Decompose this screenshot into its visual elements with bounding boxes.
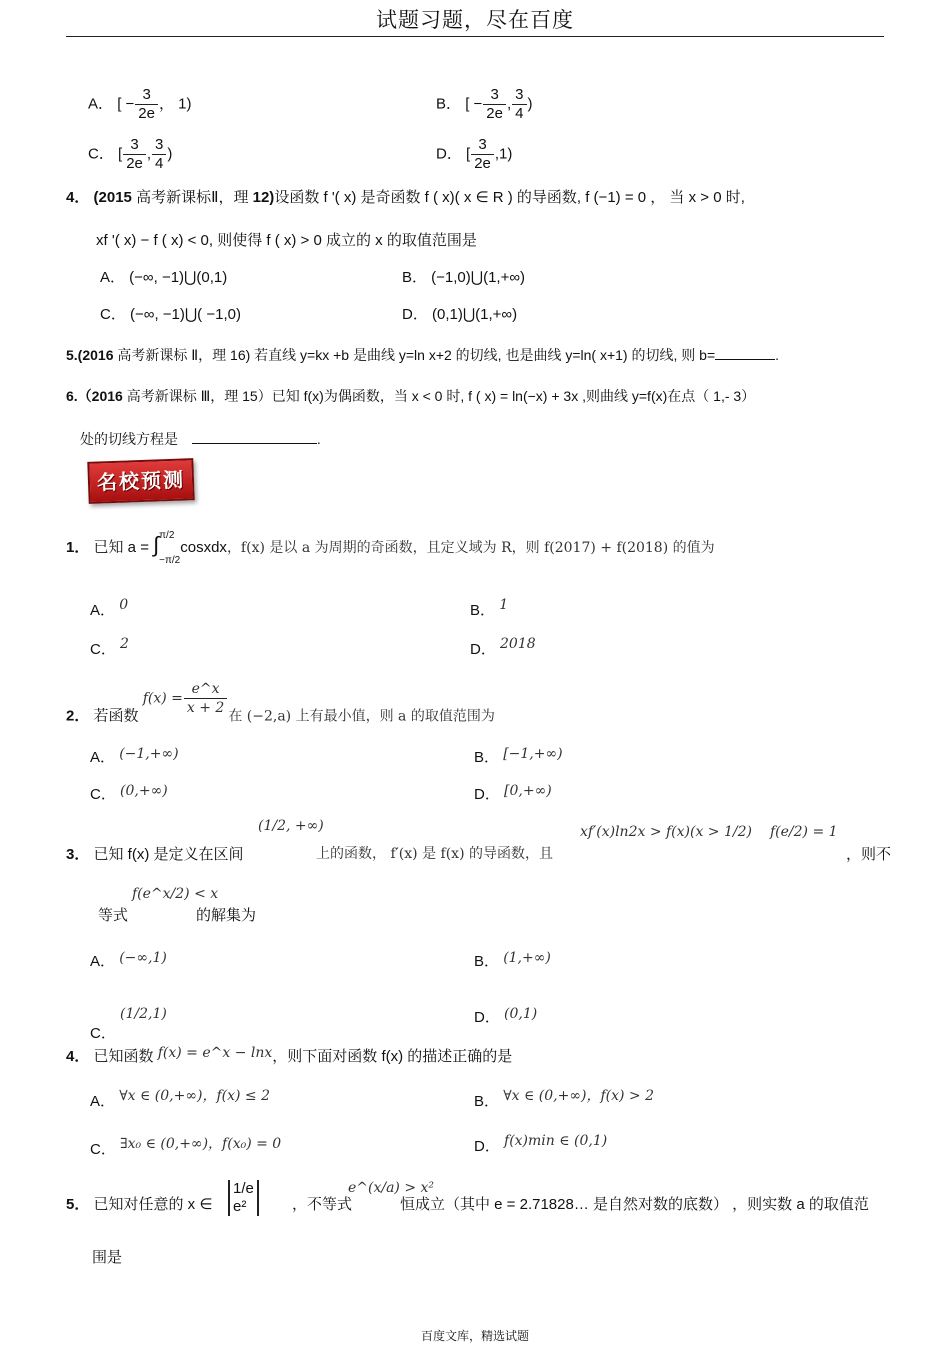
p2-option-d: D． [0,+∞) [474,783,552,803]
condition-2: f(e/2) = 1 [770,824,838,840]
prediction-3-tail: ，则不 [846,846,892,863]
section-badge: 名校预测 [87,458,194,504]
option-label: B． [436,95,462,113]
p4-option-a: A． ∀x ∈ (0,+∞)，f(x) ≤ 2 [90,1088,271,1110]
option-label: A． [88,95,114,113]
p2-option-c: C． (0,+∞) [90,783,168,803]
prediction-3-line2-tail: 的解集为 [196,907,257,924]
p3-option-d: D． (0,1) [474,1006,538,1026]
p4-option-b: B． ∀x ∈ (0,+∞)，f(x) > 2 [474,1088,655,1110]
q4-option-d: D． (0,1)⋃(1,+∞) [402,306,518,323]
p3-option-b: B． (1,+∞) [474,950,551,970]
p3-option-a: A． (−∞,1) [90,950,167,970]
prediction-3-line2: 等式 [98,907,129,924]
prediction-5-line1: 5． 已知对任意的 x ∈ [66,1196,213,1213]
prediction-3-line1: 3． 已知 f(x) 是定义在区间 [66,846,244,863]
p1-option-c: C． 2 [90,636,129,658]
option-b: B． [ − $\frac{3}{2e}$ , $\frac{3}{4}$ ) [436,86,533,122]
answer-blank [715,345,775,360]
prediction-3-text: 上的函数， f′(x) 是 f(x) 的导函数，且 [316,846,553,862]
p2-option-b: B． [−1,+∞) [474,746,563,766]
p1-option-b: B． 1 [470,597,509,619]
page-header-title: 试题习题，尽在百度 [376,8,574,32]
page-footer: 百度文库，精选试题 [420,1329,529,1343]
prediction-5-line2: 围是 [92,1249,123,1266]
p4-option-d: D． f(x)min ∈ (0,1) [474,1133,608,1155]
question-4-line1: 4． (2015 高考新课标Ⅱ，理 12)设函数 f '( x) 是奇函数 f ( x)( x ∈ R ) 的导函数, f (−1) = 0 ， 当 x > 0 时, [66,189,745,206]
p2-option-a: A． (−1,+∞) [90,746,179,766]
option-c: C． [ $\frac{3}{2e}$ , $\frac{3}{4}$ ) [88,136,173,172]
prediction-5-text1: ，不等式 [292,1196,353,1213]
option-label: D． [436,145,462,163]
exponential-inequality: e^(x/a) > x² [348,1180,435,1196]
prediction-5-text2: 恒成立（其中 e = 2.71828… 是自然对数的底数） ，则实数 a 的取值范 [400,1196,869,1213]
prediction-2: 2． 若函数 f(x) = $\frac{e\^{}x}{x + 2}$ 在 (−2,a) 上有最小值，则 a 的取值范围为 [66,681,495,725]
inequality-expression: f(e^x/2) < x [132,886,219,902]
p1-option-d: D． 2018 [470,636,536,658]
question-6-line1: 6.（2016 高考新课标 Ⅲ，理 15）已知 f(x)为偶函数，当 x < 0 时, f ( x) = ln(−x) + 3x ,则曲线 y=f(x)在点（ 1,- 3） [66,388,756,404]
option-d: D． [ $\frac{3}{2e}$ ,1) [436,136,513,172]
condition-1: xf′(x)ln2x > f(x)(x > 1/2) [580,824,752,840]
p4-option-c: C． ∃x₀ ∈ (0,+∞)，f(x₀) = 0 [90,1136,282,1158]
question-4-line2: xf '( x) − f ( x) < 0, 则使得 f ( x) > 0 成立的 x 的取值范围是 [96,232,477,249]
question-6-line2: 处的切线方程是 . [80,431,321,447]
interval-expression: (1/2, +∞) [258,818,324,834]
p1-option-a: A． 0 [90,597,129,619]
prediction-1: 1． 已知 a = ∫ π/2 −π/2 cosxdx，f(x) 是以 a 为周期的奇函数，且定义域为 R，则 f(2017) + f(2018) 的值为 [66,530,715,566]
answer-blank [192,429,317,444]
interval-bracket: 1/e e² [228,1180,261,1216]
integral-expression: ∫ π/2 −π/2 [153,530,181,566]
q4-option-c: C． (−∞, −1)⋃( −1,0) [100,306,241,323]
prediction-4: 4． 已知函数 f(x) = e^x − lnx，则下面对函数 f(x) 的描述正确的是 [66,1045,513,1065]
header-divider [66,36,884,37]
q4-option-a: A． (−∞, −1)⋃(0,1) [100,269,228,286]
p3-option-c: C． (1/2,1) [90,1006,167,1042]
option-a: A． [ − $\frac{3}{2e}$ ， 1) [88,86,192,122]
question-5: 5.(2016 高考新课标 Ⅱ，理 16) 若直线 y=kx +b 是曲线 y=ln x+2 的切线, 也是曲线 y=ln( x+1) 的切线, 则 b= . [66,347,780,363]
option-label: C． [88,145,114,163]
q4-option-b: B． (−1,0)⋃(1,+∞) [402,269,526,286]
